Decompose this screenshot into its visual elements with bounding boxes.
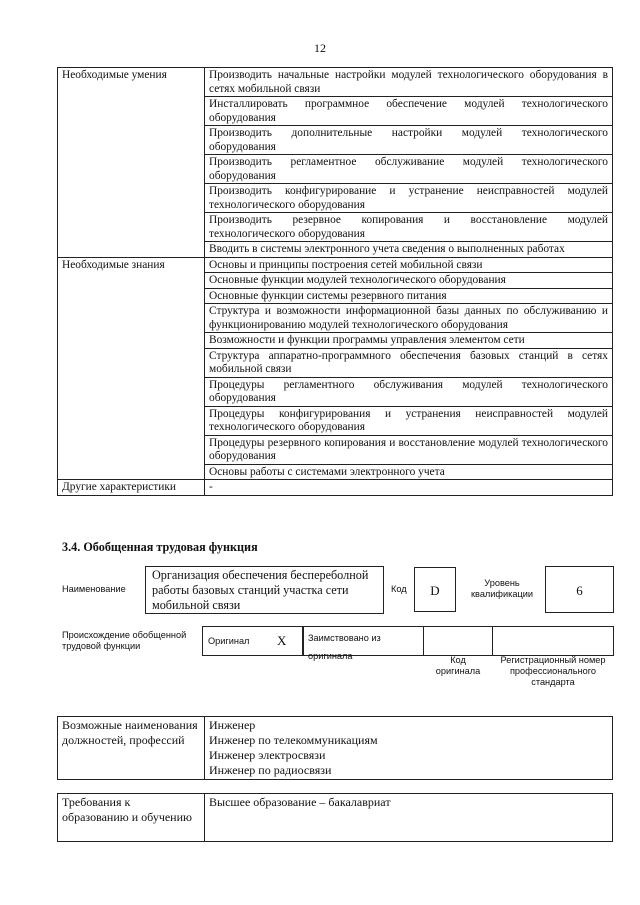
competency-table (57, 67, 613, 496)
code-label: Код (391, 584, 407, 594)
borrowed-label: Заимствовано из оригинала (308, 633, 381, 661)
code-original-box (423, 626, 493, 656)
skills-item: Производить резервное копирования и восстановление модулей технологического оборудования (205, 213, 613, 242)
knowledge-item: Основные функции модулей технологического оборудования (205, 273, 613, 289)
education-table (57, 793, 613, 842)
reg-number-box (492, 626, 614, 656)
knowledge-item: Процедуры регламентного обслуживания модулей технологического оборудования (205, 377, 613, 406)
level-value: 6 (545, 566, 614, 613)
knowledge-item: Основы и принципы построения сетей мобильной связи (205, 257, 613, 273)
position-item: Инженер электросвязи (209, 748, 326, 762)
original-box (202, 626, 303, 656)
original-mark: X (277, 633, 287, 648)
skills-item: Вводить в системы электронного учета сведения о выполненных работах (205, 242, 613, 258)
knowledge-item: Структура и возможности информационной базы данных по обслуживанию и функционированию модулей технологического оборудования (205, 304, 613, 333)
other-row (58, 480, 613, 496)
positions-list (205, 717, 613, 780)
original-label: Оригинал (208, 636, 250, 646)
skills-item: Производить начальные настройки модулей технологического оборудования в сетях мобильной связи (205, 68, 613, 97)
education-label: Требования к образованию и обучению (58, 794, 205, 842)
skills-item: Инсталлировать программное обеспечение модулей технологического оборудования (205, 97, 613, 126)
position-item: Инженер по радиосвязи (209, 763, 332, 777)
knowledge-item: Основные функции системы резервного питания (205, 288, 613, 304)
level-label: Уровень квалификации (471, 578, 533, 599)
other-value: - (205, 480, 613, 496)
position-item: Инженер по телекоммуникациям (209, 733, 378, 747)
positions-table (57, 716, 613, 780)
reg-number-caption: Регистрационный номер профессионального стандарта (500, 655, 606, 687)
positions-label: Возможные наименования должностей, профессий (58, 717, 205, 780)
knowledge-label: Необходимые знания (58, 257, 205, 480)
skills-item: Производить конфигурирование и устранение неисправностей модулей технологического оборудования (205, 184, 613, 213)
position-item: Инженер (209, 718, 256, 732)
code-value: D (414, 567, 456, 612)
section-title: 3.4. Обобщенная трудовая функция (62, 540, 258, 554)
code-original-caption: Код оригинала (435, 655, 481, 676)
knowledge-item: Возможности и функции программы управления элементом сети (205, 333, 613, 349)
name-label: Наименование (62, 584, 126, 594)
other-label: Другие характеристики (58, 480, 205, 496)
knowledge-item: Процедуры резервного копирования и восстановление модулей технологического оборудования (205, 435, 613, 464)
page-number: 12 (314, 41, 326, 55)
knowledge-item: Структура аппаратно-программного обеспечения базовых станций в сетях мобильной связи (205, 348, 613, 377)
skills-label: Необходимые умения (58, 68, 205, 258)
skills-item: Производить регламентное обслуживание модулей технологического оборудования (205, 155, 613, 184)
competency-row (58, 68, 613, 97)
knowledge-item: Основы работы с системами электронного учета (205, 464, 613, 480)
education-value: Высшее образование – бакалавриат (205, 794, 613, 842)
borrowed-box (303, 626, 424, 661)
skills-item: Производить дополнительные настройки модулей технологического оборудования (205, 126, 613, 155)
competency-row (58, 257, 613, 273)
knowledge-item: Процедуры конфигурирования и устранения неисправностей модулей технологического оборудования (205, 406, 613, 435)
origin-label: Происхождение обобщенной трудовой функции (62, 630, 187, 651)
function-name: Организация обеспечения беспереболной работы базовых станций участка сети мобильной связи (145, 566, 384, 614)
